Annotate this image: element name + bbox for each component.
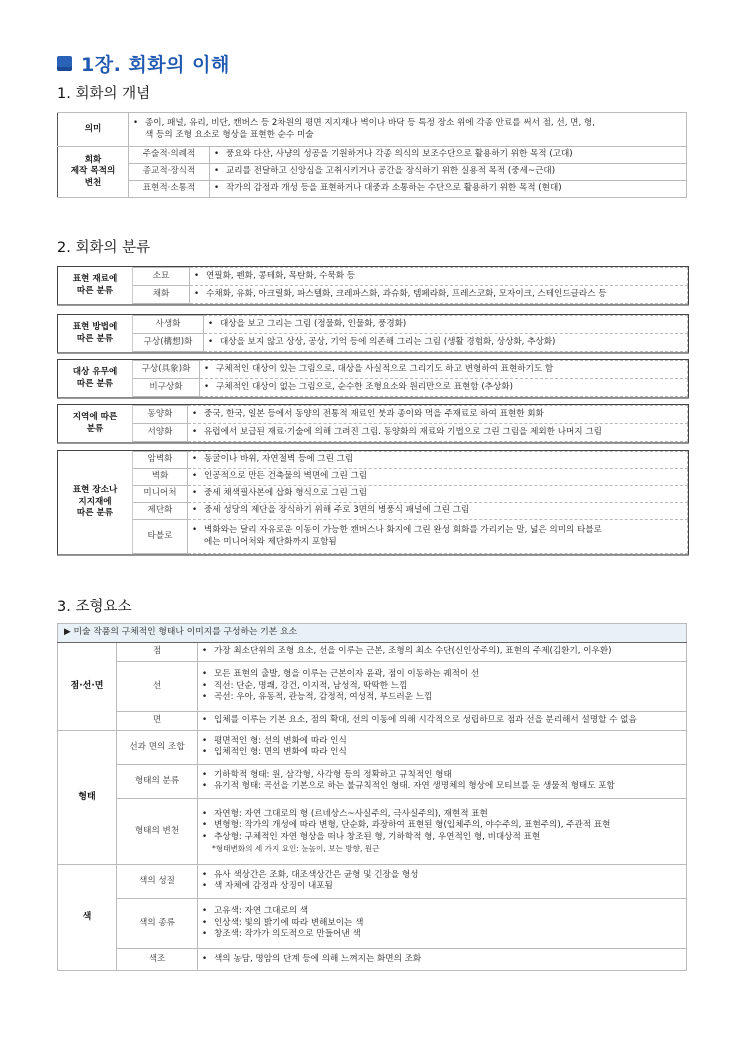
- place-label: 표현 장소나 지지재에 따른 분류: [58, 452, 133, 554]
- purpose-desc: • 풍요와 다산, 사냥의 성공을 기원하거나 각종 의식의 보조수단으로 활용하기 위한 목적 (고대): [210, 147, 687, 164]
- form-change-note: *형태변화의 세 가지 요인: 눈높이, 보는 방향, 원근: [212, 843, 380, 853]
- class-desc: • 대상을 보고 그리는 그림 (정물화, 인물화, 풍경화): [204, 316, 688, 334]
- form-combo-desc: • 평면적인 형: 선의 변화에 따라 인식 • 입체적인 형: 면의 변화에 따라 인식: [198, 730, 687, 764]
- class-type: 서양화: [133, 424, 188, 442]
- meaning-text: 종이, 패널, 유리, 비단, 캔버스 등 2차원의 평면 지지재나 벽이나 바닥 등 특정 장소 위에 각종 안료를 써서 점, 선, 면, 형,: [145, 117, 595, 128]
- class-type: 구상(具象)화: [133, 361, 200, 379]
- class-desc: • 동굴이나 바위, 자연절벽 등에 그린 그림: [188, 452, 688, 469]
- meaning-cell: • 종이, 패널, 유리, 비단, 캔버스 등 2차원의 평면 지지재나 벽이나 바닥 등 특정 장소 위에 각종 안료를 써서 점, 선, 면, 형, 색 등의 조형 요소로 형상을 표현한 순수 미술: [129, 113, 687, 147]
- class-desc: • 수채화, 유화, 아크릴화, 파스텔화, 크레파스화, 과슈화, 템페라화, 프레스코화, 모자이크, 스테인드글라스 등: [190, 286, 688, 304]
- class-desc: • 중세 성당의 제단을 장식하기 위해 주로 3면의 병풍식 패널에 그린 그림: [188, 503, 688, 520]
- concept-table: [57, 112, 687, 198]
- class-desc: • 인공적으로 만든 건축물의 벽면에 그린 그림: [188, 469, 688, 486]
- dot-desc: • 가장 최소단위의 조형 요소, 선을 이루는 근본, 조형의 최소 수단(신인상주의), 표현의 주제(김환기, 이우환): [198, 642, 687, 661]
- purpose-type: 주술적·의례적: [129, 147, 210, 164]
- class-type: 사생화: [133, 316, 204, 334]
- class-type: 타블로: [133, 520, 188, 554]
- class-type: 동양화: [133, 406, 188, 424]
- plane-desc: • 입체를 이루는 기본 요소, 점의 확대, 선의 이동에 의해 시각적으로 성립하므로 점과 선을 분리해서 설명할 수 없음: [198, 711, 687, 730]
- line-desc: • 모든 표현의 출발, 형을 이루는 근본이자 윤곽, 점이 이동하는 궤적이 선 • 직선: 단순, 명쾌, 강건, 이지적, 남성적, 딱딱한 느낌 • 곡선: 우아, 유동적, 관능적, 감정적, 여성적, 부드러운 느낌: [198, 661, 687, 711]
- dot-line-plane-label: 점·선·면: [58, 642, 117, 730]
- meaning-text-cont: 색 등의 조형 요소로 형상을 표현한 순수 미술: [145, 129, 314, 140]
- class-desc: • 구체적인 대상이 있는 그림으로, 대상을 사실적으로 그리기도 하고 변형하여 표현하기도 함: [200, 361, 688, 379]
- object-block: [57, 359, 689, 398]
- line-label: 선: [117, 661, 198, 711]
- dot-label: 점: [117, 642, 198, 661]
- class-type: 미니어처: [133, 486, 188, 503]
- section-title-classification: 2. 회화의 분류: [57, 240, 151, 256]
- class-desc: • 구체적인 대상이 없는 그림으로, 순수한 조형요소와 원리만으로 표현함 (추상화): [200, 379, 688, 397]
- color-label: 색: [58, 864, 117, 970]
- color-tone-label: 색조: [117, 948, 198, 970]
- class-desc: • 중국, 한국, 일본 등에서 동양의 전통적 재료인 붓과 종이와 먹을 주재료로 하여 표현한 회화: [188, 406, 688, 424]
- form-kind-label: 형태의 분류: [117, 764, 198, 798]
- color-kind-label: 색의 종류: [117, 898, 198, 948]
- section-title-elements: 3. 조형요소: [57, 599, 132, 615]
- class-desc: • 연필화, 펜화, 콩테화, 목탄화, 수묵화 등: [190, 268, 688, 286]
- class-type: 벽화: [133, 469, 188, 486]
- color-kind-desc: • 고유색: 자연 그대로의 색 • 인상색: 빛의 밝기에 따라 변해보이는 색 • 창조색: 작가가 의도적으로 만들어낸 색: [198, 898, 687, 948]
- elements-header: ▶ 미술 작품의 구체적인 형태나 이미지를 구성하는 기본 요소: [58, 624, 687, 643]
- chapter-title: 1장. 회화의 이해: [81, 53, 230, 76]
- purpose-desc: • 교리를 전달하고 신앙심을 고취시키거나 공간을 장식하기 위한 실용적 목적 (중세~근대): [210, 164, 687, 181]
- class-type: 소묘: [133, 268, 190, 286]
- blue-square-icon: [57, 56, 72, 71]
- elements-table: [57, 623, 687, 971]
- class-desc: • 대상을 보지 않고 상상, 공상, 기억 등에 의존해 그리는 그림 (생활 경험화, 상상화, 추상화): [204, 334, 688, 352]
- color-nature-desc: • 유사 색상간은 조화, 대조색상간은 균형 및 긴장을 형성 • 색 자체에 감정과 상징이 내포됨: [198, 864, 687, 898]
- color-nature-label: 색의 성질: [117, 864, 198, 898]
- section-title-concept: 1. 회화의 개념: [57, 86, 151, 102]
- form-change-desc: • 자연형: 자연 그대로의 형 (르네상스~사실주의, 극사실주의), 재현적 표현 • 변형형: 작가의 개성에 따라 변형, 단순화, 과장하여 표현된 형(입체주의, 야수주의, 표현주의), 주관적 표현 • 추상형: 구체적인 자연 형상을 떠나 창조된 형, 기하학적 형, 우연적인 형, 비대상적 표현 *형태변화의 세 가지 요인: 눈높이, 보는 방향, 원근: [198, 798, 687, 864]
- purpose-label: 회화 제작 목적의 변천: [58, 147, 129, 198]
- region-label: 지역에 따른 분류: [58, 406, 133, 442]
- color-tone-desc: • 색의 농담, 명암의 단계 등에 의해 느껴지는 화면의 조화: [198, 948, 687, 970]
- form-change-label: 형태의 변천: [117, 798, 198, 864]
- material-block: [57, 266, 689, 305]
- object-label: 대상 유무에 따른 분류: [58, 361, 133, 397]
- class-type: 암벽화: [133, 452, 188, 469]
- place-block: [57, 450, 689, 555]
- chapter-heading: [57, 50, 230, 76]
- purpose-type: 표현적·소통적: [129, 181, 210, 198]
- form-label: 형태: [58, 730, 117, 864]
- purpose-desc: • 작가의 감정과 개성 등을 표현하거나 대중과 소통하는 수단으로 활용하기 위한 목적 (현대): [210, 181, 687, 198]
- form-kind-desc: • 기하학적 형태: 원, 삼각형, 사각형 등의 정확하고 규칙적인 형태 • 유기적 형태: 곡선을 기본으로 하는 불규칙적인 형태. 자연 생명체의 형상에 모티브를 둔 생물적 형태도 포함: [198, 764, 687, 798]
- method-label: 표현 방법에 따른 분류: [58, 316, 133, 352]
- purpose-type: 종교적·장식적: [129, 164, 210, 181]
- method-block: [57, 314, 689, 353]
- class-desc: • 유럽에서 보급된 재료·기술에 의해 그려진 그림. 동양화의 재료와 기법으로 그린 그림을 제외한 나머지 그림: [188, 424, 688, 442]
- region-block: [57, 404, 689, 443]
- class-type: 제단화: [133, 503, 188, 520]
- class-type: 비구상화: [133, 379, 200, 397]
- plane-label: 면: [117, 711, 198, 730]
- class-desc: • 중세 채색필사본에 삽화 형식으로 그린 그림: [188, 486, 688, 503]
- form-combo-label: 선과 면의 조합: [117, 730, 198, 764]
- material-label: 표현 재료에 따른 분류: [58, 268, 133, 304]
- class-desc: • 벽화와는 달리 자유로운 이동이 가능한 캔버스나 화지에 그린 완성 회화를 가리키는 말, 넓은 의미의 타블로 에는 미니어처와 제단화까지 포함됨: [188, 520, 688, 554]
- class-type: 구상(構想)화: [133, 334, 204, 352]
- class-type: 채화: [133, 286, 190, 304]
- meaning-label: 의미: [58, 113, 129, 147]
